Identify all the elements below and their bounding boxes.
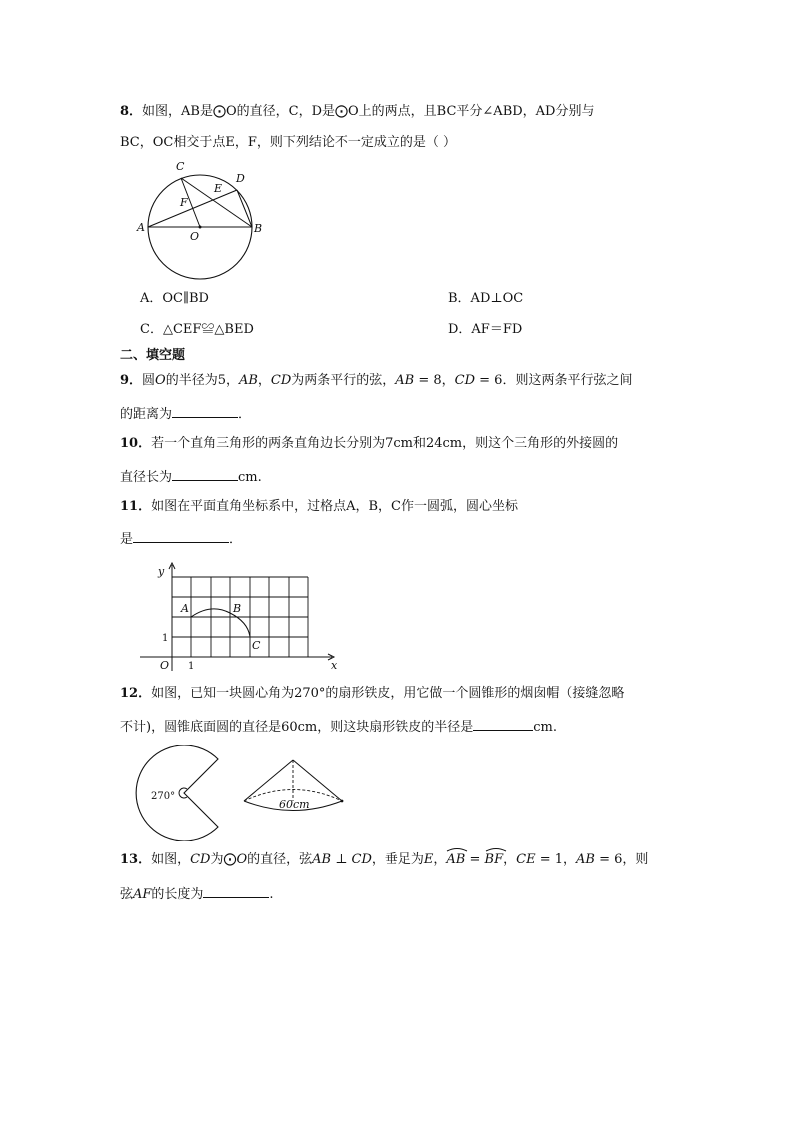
q12-line2 xyxy=(120,716,557,738)
q13-arc-bf: 𝐵𝐹 xyxy=(485,850,504,870)
q8-option-a: A．OC∥BD xyxy=(140,291,209,306)
label-f: F xyxy=(180,196,188,209)
q12-answer-blank[interactable] xyxy=(473,716,533,731)
angle-label: 270° xyxy=(151,791,176,802)
cone-base-point xyxy=(341,800,344,803)
q12-number: 12． xyxy=(120,686,152,701)
q11-text-2: 是 xyxy=(120,532,134,547)
q12-unit: cm. xyxy=(533,720,557,735)
q13-line1 xyxy=(120,850,648,870)
q12-cone-figure xyxy=(238,756,348,816)
label-origin: O xyxy=(160,659,170,672)
q9-text-end: ． xyxy=(238,407,252,422)
q8-line2: BC，OC相交于点E，F，则下列结论不一定成立的是（ ） xyxy=(120,135,456,150)
q13-text-end: . xyxy=(269,887,274,902)
q11-line2 xyxy=(120,528,242,550)
q11-line1 xyxy=(120,497,518,517)
q11-number: 11． xyxy=(120,499,152,514)
q9-text-1: 圆𝑂的半径为5，𝐴𝐵，𝐶𝐷为两条平行的弦，𝐴𝐵 = 8，𝐶𝐷 = 6．则这两条平行弦之间 xyxy=(142,373,633,388)
q8-circle-figure xyxy=(134,156,274,282)
q9-number: 9． xyxy=(120,373,143,388)
q9-line1 xyxy=(120,371,632,391)
q12-text-2: 不计)，圆锥底面圆的直径是60cm，则这块扇形铁皮的半径是 xyxy=(120,720,474,735)
q10-text-1: 若一个直角三角形的两条直角边长分别为7cm和24cm，则这个三角形的外接圆的 xyxy=(151,436,619,451)
q8-option-d: D．AF＝FD xyxy=(448,322,523,337)
q10-line1 xyxy=(120,434,618,454)
label-d: D xyxy=(236,172,245,185)
cone-left-edge xyxy=(244,760,293,801)
center-dot xyxy=(199,226,202,229)
grid-lines xyxy=(172,577,308,657)
label-c: C xyxy=(252,639,261,652)
q9-text-2: 的距离为 xyxy=(120,407,173,422)
q11-text-1: 如图在平面直角坐标系中，过格点A，B，C作一圆弧，圆心坐标 xyxy=(151,499,518,514)
base-label: 60cm xyxy=(279,798,310,811)
arc-abc xyxy=(191,609,250,637)
q10-unit: cm. xyxy=(238,470,262,485)
label-a: A xyxy=(181,602,189,615)
q9-answer-blank[interactable] xyxy=(172,403,238,418)
label-x-one: 1 xyxy=(188,661,195,672)
q11-answer-blank[interactable] xyxy=(133,528,229,543)
q10-line2 xyxy=(120,466,262,488)
label-a: A xyxy=(137,221,145,234)
q13-text-2: ，𝐶𝐸 = 1，𝐴𝐵 = 6，则 xyxy=(503,852,649,867)
q8-text-1: 如图，AB是⨀O的直径，C，D是⨀O上的两点，且BC平分∠ABD，AD分别与 xyxy=(142,104,595,119)
q11-text-end: ． xyxy=(229,532,243,547)
q13-text-1: 如图，𝐶𝐷为⨀𝑂的直径，弦𝐴𝐵 ⊥ 𝐶𝐷，垂足为𝐸， xyxy=(151,852,447,867)
label-e: E xyxy=(214,182,223,195)
label-o: O xyxy=(190,230,200,243)
q9-line2 xyxy=(120,403,251,425)
label-x: x xyxy=(331,659,338,672)
sector-270 xyxy=(136,745,218,841)
q8-line1 xyxy=(120,102,594,122)
q13-eq: = xyxy=(465,852,485,867)
label-b: B xyxy=(233,602,242,615)
angle-mark xyxy=(179,788,187,798)
label-b: B xyxy=(254,222,263,235)
label-y-one: 1 xyxy=(162,633,169,644)
q8-option-c: C．△CEF≌△BED xyxy=(140,322,254,337)
q13-line2 xyxy=(120,883,274,905)
label-c: C xyxy=(176,160,185,173)
q10-answer-blank[interactable] xyxy=(172,466,238,481)
q10-text-2: 直径长为 xyxy=(120,470,173,485)
q12-sector-figure xyxy=(134,745,230,841)
q10-number: 10． xyxy=(120,436,152,451)
section-title: 二、填空题 xyxy=(120,348,186,363)
q13-arc-ab: 𝐴𝐵 xyxy=(446,850,465,870)
q11-grid-figure xyxy=(136,559,346,674)
q8-number: 8． xyxy=(120,104,143,119)
q12-line1 xyxy=(120,684,624,704)
q8-option-b: B．AD⊥OC xyxy=(448,291,524,306)
q13-text-3: 弦𝐴𝐹的长度为 xyxy=(120,887,204,902)
q13-number: 13． xyxy=(120,852,152,867)
q13-answer-blank[interactable] xyxy=(203,883,269,898)
q12-text-1: 如图，已知一块圆心角为270°的扇形铁皮，用它做一个圆锥形的烟囱帽（接缝忽略 xyxy=(151,686,625,701)
label-y: y xyxy=(158,565,165,578)
cone-right-edge xyxy=(293,760,342,801)
